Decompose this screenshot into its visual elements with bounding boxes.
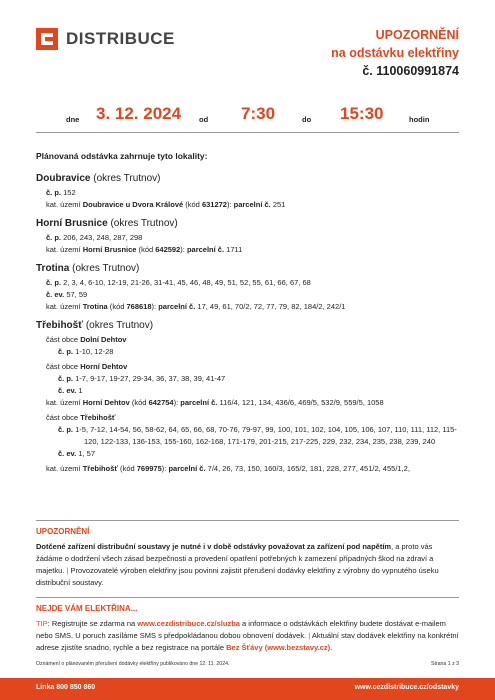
divider (36, 520, 459, 521)
house-numbers: č. p. 1-10, 12-28 (58, 347, 114, 356)
outage-start-time: 7:30 (241, 104, 276, 123)
locations-section (36, 150, 459, 481)
publication-note: Oznámení o plánovaném přerušení dodávky elektřiny publikováno dne 12. 11. 2024. (36, 661, 230, 667)
location-name: Horní Brusnice (36, 218, 108, 229)
location-district: (okres Trutnov) (110, 218, 178, 229)
logo-brand-text: DISTRIBUCE (66, 29, 175, 48)
registry-numbers: č. ev. 57, 59 (46, 290, 88, 299)
municipality-part: část obce Třebihošť (46, 413, 116, 422)
location-block (36, 217, 459, 256)
tip-text: TIP: Registrujte se zdarma na www.cezdistribuce.cz/sluzba a informace o odstávkách elektřiny budete dostávat e-mailem nebo SMS. U poruch zasíláme SMS s předpokládanou dobou obnovení dodávek. | Aktuální stav dodávek elektřiny na konkrétní adrese zjistíte snadno, rychle a bez registrace na portále Bez Šťávy (www.bezstavy.cz). (36, 619, 459, 652)
outage-end-time: 15:30 (340, 104, 384, 123)
location-district: (okres Trutnov) (72, 263, 140, 274)
registry-numbers: č. ev. 1 (58, 386, 83, 395)
location-title (36, 172, 459, 186)
warning-title: UPOZORNĚNÍ (36, 527, 90, 536)
house-numbers: č. p. 1-7, 9-17, 19-27, 29-34, 36, 37, 38, 39, 41-47 (58, 374, 226, 383)
location-name: Třebihošť (36, 320, 84, 331)
notice-heading (331, 26, 459, 80)
hotline-number: Linka 800 850 860 (36, 684, 96, 691)
bezstavy-link[interactable]: (www.bezstavy.cz) (264, 643, 331, 652)
location-block (36, 262, 459, 313)
company-logo (36, 28, 175, 50)
location-title (36, 262, 459, 276)
notice-subtitle: na odstávku elektřiny (331, 46, 459, 60)
locations-intro: Plánovaná odstávka zahrnuje tyto lokality: (36, 151, 208, 161)
location-name: Trotina (36, 263, 70, 274)
bottom-bar (0, 678, 495, 700)
location-name: Doubravice (36, 173, 91, 184)
location-district: (okres Trutnov) (85, 320, 154, 331)
hours-label: hodin (409, 115, 430, 124)
notice-title: UPOZORNĚNÍ (375, 28, 459, 42)
tip-title: NEJDE VÁM ELEKTŘINA... (36, 604, 138, 613)
cadastral-info: kat. území Třebihošť (kód 769975): parcelní č. 7/4, 26, 73, 150, 160/3, 165/2, 181, 228, 277, 451/2, 455/1,2, (46, 464, 410, 473)
from-label: od (199, 115, 209, 124)
page-number: Strana 1 z 3 (431, 661, 459, 667)
house-numbers: č. p. 2, 3, 4, 6-10, 12-19, 21-26, 31-41, 45, 46, 48, 49, 51, 52, 55, 61, 66, 67, 68 (46, 278, 311, 287)
notice-number: č. 110060991874 (362, 64, 459, 78)
location-title (36, 319, 459, 333)
cadastral-info: kat. území Doubravice u Dvora Králové (kód 631272): parcelní č. 251 (46, 200, 286, 209)
date-label: dne (66, 115, 80, 124)
cadastral-info: kat. území Horní Brusnice (kód 642592): parcelní č. 1711 (46, 245, 243, 254)
location-title (36, 217, 459, 231)
location-district: (okres Trutnov) (93, 173, 161, 184)
house-numbers: č. p. 152 (46, 188, 76, 197)
outage-schedule (36, 100, 459, 133)
location-block (36, 172, 459, 211)
municipality-part: část obce Dolní Dehtov (46, 335, 127, 344)
website-link[interactable]: www.cezdistribuce.cz/odstavky (354, 684, 459, 691)
cadastral-info: kat. území Trotina (kód 768618): parcelní č. 17, 49, 61, 70/2, 72, 77, 79, 82, 184/2, 242/1 (46, 302, 346, 311)
registry-numbers: č. ev. 1, 57 (58, 449, 95, 458)
location-block (36, 319, 459, 475)
house-numbers: č. p. 1-5, 7-12, 14-54, 56, 58-62, 64, 65, 66, 68, 70-76, 79-97, 99, 100, 101, 102, 104, 105, 106, 107, 110, 111, 112, 115-120, 122-133, 136-153, 155-160, 162-168, 171-179, 201-215, 217-225, 229, 232, 234, 235, 238, 239, 240 (58, 425, 457, 446)
divider (36, 597, 459, 598)
warning-text: Dotčené zařízení distribuční soustavy je nutné i v době odstávky považovat za zařízení pod napětím, a proto vás žádáme o dodržení všech zásad bezpečnosti a provedení opatření potřebných k zamezení případných škod na zdraví a majetku. | Provozovatelé výroben elektřiny jsou povinni zajistit přerušení dodávky elektřiny z výrobny do vypnutého úseku distribuční soustavy. (36, 542, 439, 587)
to-label: do (302, 115, 312, 124)
municipality-part: část obce Horní Dehtov (46, 362, 128, 371)
cadastral-info: kat. území Horní Dehtov (kód 642754): parcelní č. 116/4, 121, 134, 436/6, 469/5, 532/9, 559/5, 1058 (46, 398, 384, 407)
info-sections (36, 520, 459, 654)
house-numbers: č. p. 206, 243, 248, 287, 298 (46, 233, 143, 242)
registration-link[interactable]: www.cezdistribuce.cz/sluzba (137, 619, 240, 628)
outage-date: 3. 12. 2024 (96, 104, 182, 123)
cez-logo-icon (36, 28, 58, 50)
